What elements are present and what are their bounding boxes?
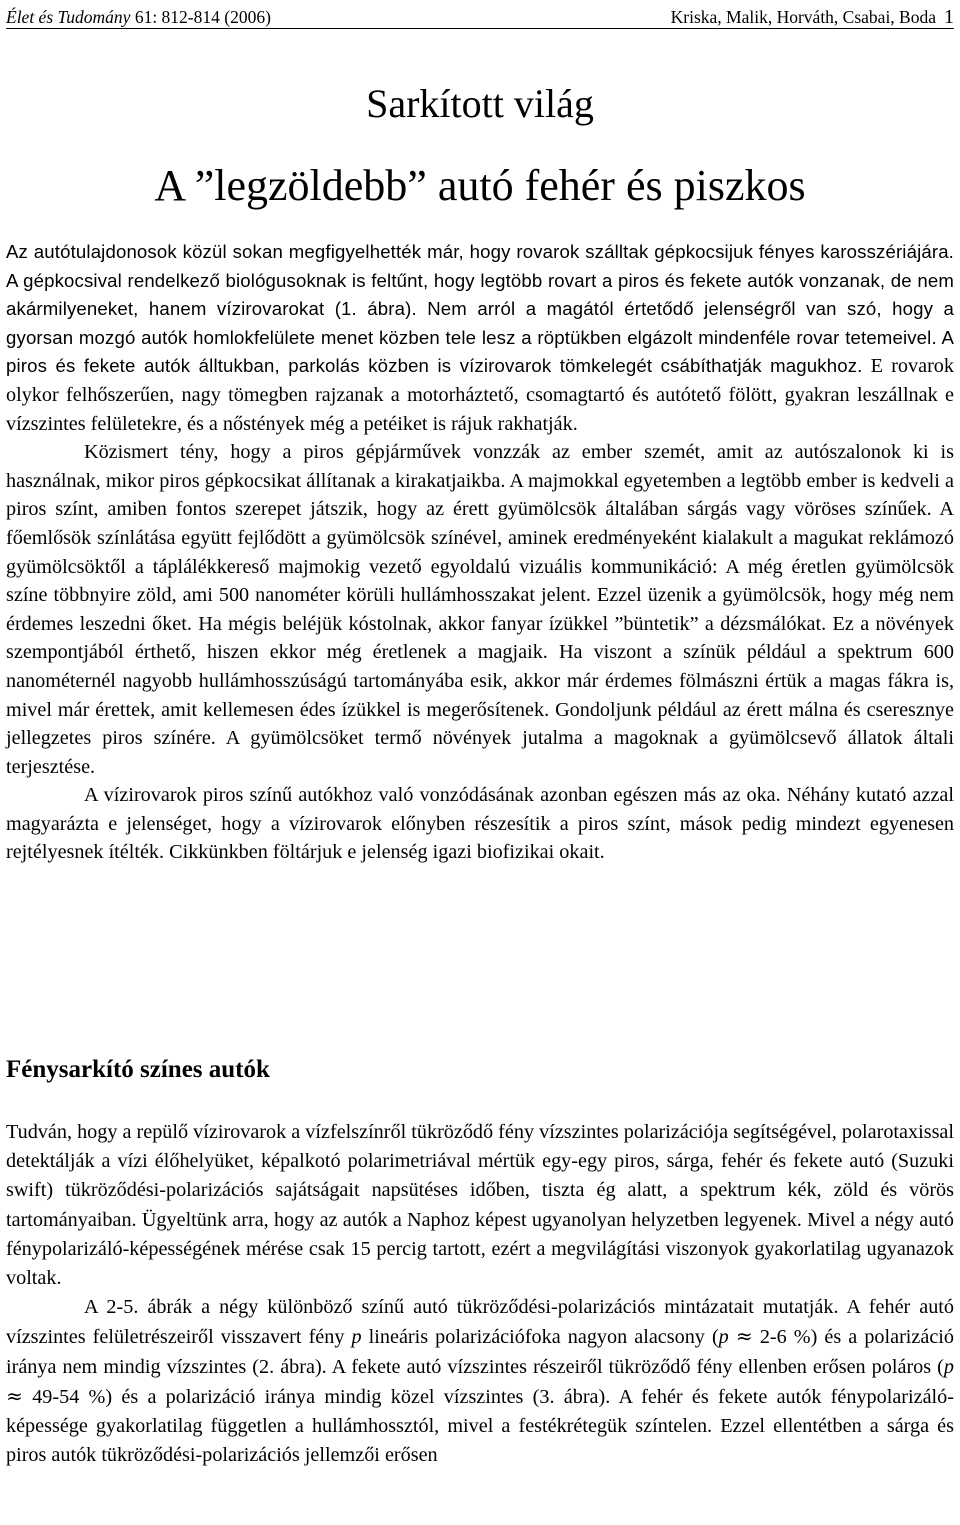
intro-serif-text: E rovarok olykor felhőszerűen, nagy tömegben rajzanak a motorháztető, csomagtartó és autótető fölött, gyakran leszállnak e vízszintes felületekre, és a nőstények még a petéiket is rájuk rakhatják. [6, 355, 954, 435]
page-number: 1 [944, 6, 954, 28]
journal-citation [6, 6, 271, 28]
section-heading: Fénysarkító színes autók [6, 1056, 270, 1083]
title-line-2: A ”legzöldebb” autó fehér és piszkos [154, 161, 806, 210]
text-run: lineáris polarizációfoka nagyon alacsony ( [361, 1326, 719, 1349]
running-header [6, 4, 954, 29]
variable-p: p [351, 1326, 362, 1349]
approx-symbol: ≈ [6, 1383, 23, 1408]
intro-text [6, 238, 954, 867]
text-run: 2-6 %) és a polarizáció iránya nem mindig vízszintes (2. ábra). A fekete autó vízszintes részeiről tükröződő fény ellenben erősen poláros ( [6, 1326, 954, 1378]
text-run: 49-54 %) és a polarizáció iránya mindig közel vízszintes (3. ábra). A fehér és fekete autók fénypolarizáló-képessége gyakorlatilag független a hullámhossztól, mivel a festékrétegük színtelen. Ezzel ellentétben a sárga és piros autók tükröződési-polarizációs jellemzői erősen [6, 1385, 954, 1467]
paragraph: A vízirovarok piros színű autókhoz való vonzódásának azonban egészen más az oka. Néhány kutató azzal magyarázta e jelenséget, hogy a vízirovarok előnyben részesítik a piros színt, mások pedig mindezt egyenesen rejtélyesnek ítélték. Cikkünkben föltárjuk e jelenség igazi biofizikai okait. [6, 784, 954, 864]
citation: 61: 812-814 (2006) [134, 7, 271, 27]
approx-symbol: ≈ [735, 1324, 753, 1349]
journal-name: Élet és Tudomány [6, 7, 131, 27]
paragraph: Tudván, hogy a repülő vízirovarok a vízfelszínről tükröződő fény vízszintes polarizációja segítségével, polarotaxissal detektálják a vízi élőhelyüket, képalkotó polarimetriával mértük egy-egy piros, sárga, fehér és fekete autó (Suzuki swift) tükröződési-polarizációs sajátságait napsütéses időben, tiszta ég alatt, a spektrum kék, zöld és vörös tartományaiban. Ügyeltünk arra, hogy az autók a Naphoz képest ugyanolyan helyzetben legyenek. Mivel a négy autó fénypolarizáló-képességének mérése csak 15 percig tartott, ezért a megvilágítási viszonyok gyakorlatilag ugyanazok voltak. [6, 1121, 954, 1290]
title-line-1: Sarkított világ [366, 81, 594, 126]
authors: Kriska, Malik, Horváth, Csabai, Boda [670, 7, 936, 27]
section-text [6, 1118, 954, 1470]
paragraph [6, 1293, 954, 1470]
variable-p: p [718, 1326, 729, 1349]
variable-p: p [943, 1355, 954, 1378]
text-run: A 2-5. ábrák a négy különböző színű autó tükröződési-polarizációs mintázatait mutatják. A fehér autó vízszintes felületrészeiről visszavert fény [6, 1296, 954, 1349]
paragraph: Közismert tény, hogy a piros gépjárművek vonzzák az ember szemét, amit az autószalonok ki is használnak, mikor piros gépkocsikat állítanak a kirakatjaikba. A majmokkal egyetemben a legtöbb ember is kedveli a piros színt, amiben fontos szerepet játszik, hogy az érett gyümölcsök általában sárgás vagy vöröses színűek. A főemlősök színlátása együtt fejlődött a gyümölcsök színével, aminek eredményeként kialakult a magukat reklámozó gyümölcsöktől a táplálékkereső majmokig vezető egyoldalú vizuális kommunikáció: A még éretlen gyümölcsök színe többnyire zöld, ami 500 nanométer körüli hullámhosszakat jelent. Ezzel üzenik a gyümölcsök, hogy még nem érdemes leszedni őket. Ha mégis beléjük kóstolnak, akkor fanyar ízükkel ”büntetik” a dézsmálókat. Ez a növények szempontjából érthető, hiszen ekkor még éretlenek a magjaik. Ha viszont a színük például a spektrum 600 nanométernél nagyobb hullámhosszúságú tartományába esik, akkor már érdemes fölmászni értük a magas fákra is, mivel már érettek, amit kellemesen édes ízükkel is megerősítenek. Gondoljunk például az érett málna és cseresznye jellegzetes piros színére. A gyümölcsöket termő növények jutalma a magoknak a gyümölcsevő állatok általi terjesztése. [6, 441, 954, 778]
intro-sans-text: Az autótulajdonosok közül sokan megfigyelhették már, hogy rovarok szálltak gépkocsijuk fényes karosszériájára. A gépkocsival rendelkező biológusoknak is feltűnt, hogy legtöbb rovart a piros és fekete autók vonzanak, de nem akármilyeneket, hanem vízirovarokat (1. ábra). Nem arról a magától értetődő jelenségről van szó, hogy a gyorsan mozgó autók homlokfelülete menet közben tele lesz a röptükben elgázolt mindenféle rovar tetemeivel. A piros és fekete autók álltukban, parkolás közben is vízirovarok tömkelegét csábíthatják magukhoz. [6, 241, 954, 377]
paragraph [6, 238, 954, 438]
header-right [671, 6, 954, 28]
